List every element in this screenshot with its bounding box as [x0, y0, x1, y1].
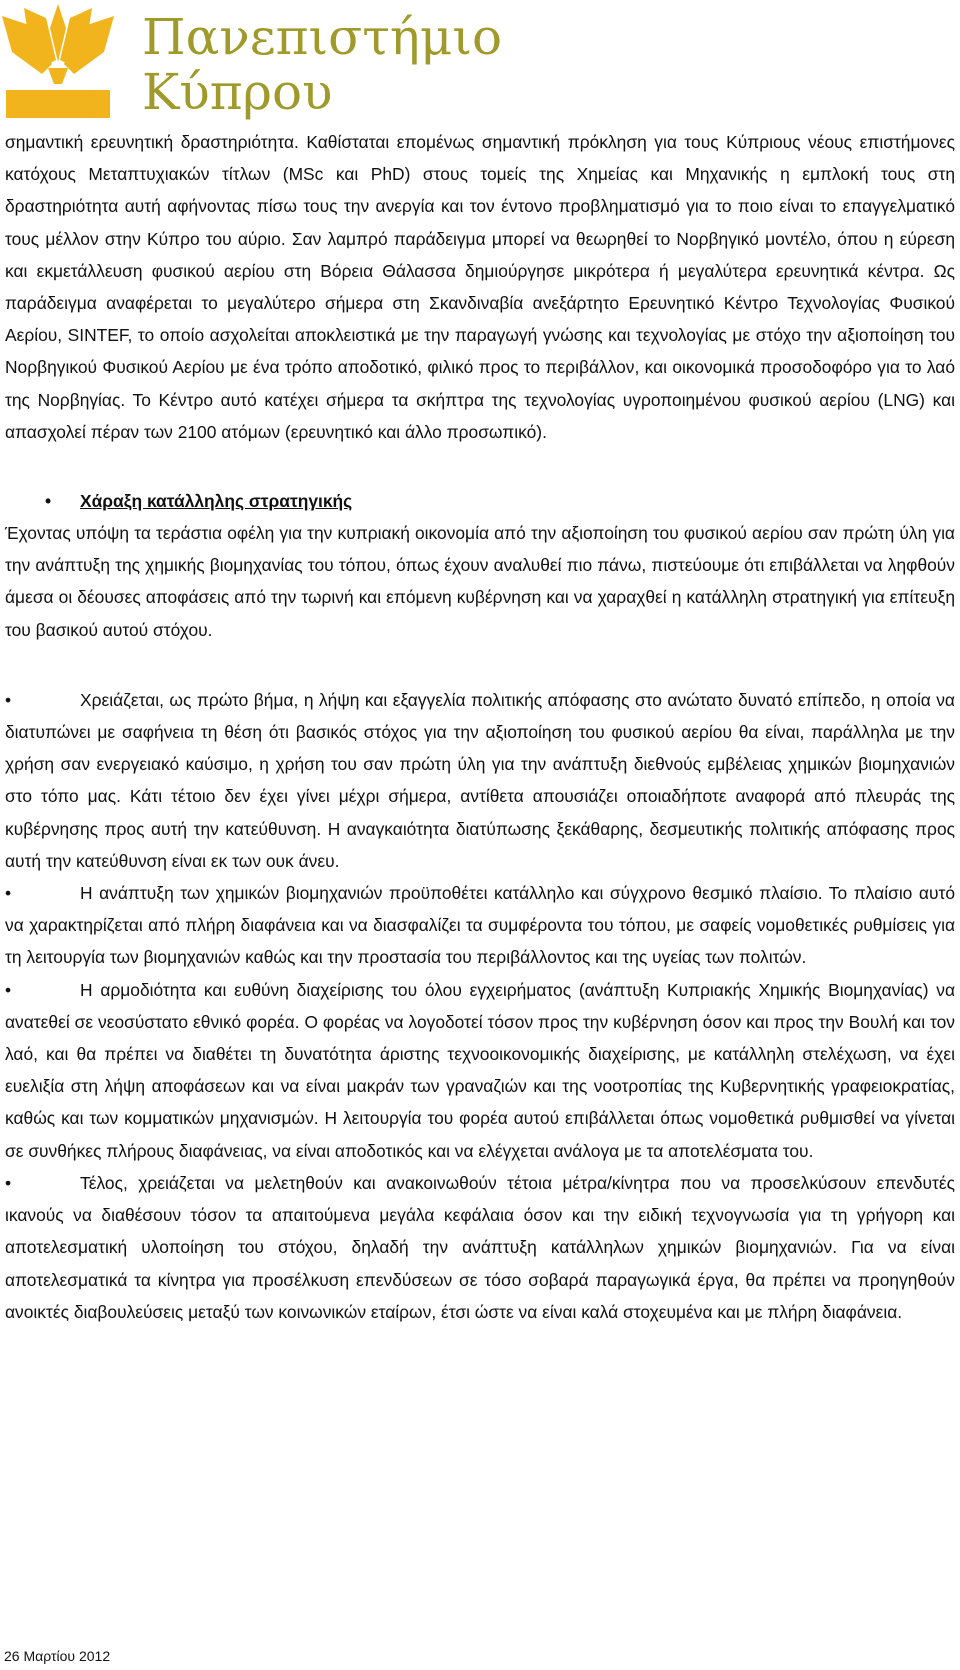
bullet-item	[5, 684, 955, 877]
bullet-item	[5, 877, 955, 974]
header	[2, 4, 522, 126]
bullet-item	[5, 1167, 955, 1328]
bullet-item-text: Χρειάζεται, ως πρώτο βήμα, η λήψη και εξαγγελία πολιτικής απόφασης στο ανώτατο δυνατό επίπεδο, η οποία να διατυπώνει με σαφήνεια τη θέση ότι βασικός στόχος για την αξιοποίηση του φυσικού αερίου θα είναι, παράλληλα με την χρήση σαν ενεργειακό καύσιμο, η χρήση του σαν πρώτη ύλη για την ανάπτυξη διεθνούς εμβέλειας χημικών βιομηχανιών στο τόπο μας. Κάτι τέτοιο δεν έχει γίνει μέχρι σήμερα, αντίθετα απουσιάζει οποιαδήποτε αναφορά από πλευράς της κυβέρνησης προς αυτή την κατεύθυνση. Η αναγκαιότητα διατύπωσης ξεκάθαρης, δεσμευτικής πολιτικής απόφασης προς αυτή την κατεύθυνση είναι εκ των ουκ άνευ.	[5, 689, 955, 871]
bullet-item-text: Τέλος, χρειάζεται να μελετηθούν και ανακοινωθούν τέτοια μέτρα/κίνητρα που να προσελκύσουν επενδυτές ικανούς να διαθέσουν τόσον τα απαιτούμενα μεγάλα κεφάλαια όσον και την ειδική τεχνογνωσία για τη γρήγορη και αποτελεσματική υλοποίηση του στόχου, δηλαδή την ανάπτυξη κατάλληλων χημικών βιομηχανιών. Για να είναι αποτελεσματικά τα κίνητρα για προσέλκυση επενδύσεων σε τόσο σοβαρά παραγωγικά έργα, θα πρέπει να προηγηθούν ανοικτές διαβουλεύσεις μεταξύ των κοινωνικών εταίρων, έτσι ώστε να είναι καλά στοχευμένα και με πλήρη διαφάνεια.	[5, 1172, 955, 1322]
bullet-icon: •	[5, 883, 12, 904]
section-intro-paragraph: Έχοντας υπόψη τα τεράστια οφέλη για την κυπριακή οικονομία από την αξιοποίηση του φυσικού αερίου σαν πρώτη ύλη για την ανάπτυξη της χημικής βιομηχανίας του τόπου, όπως έχουν αναλυθεί πιο πάνω, πιστεύουμε ότι επιβάλλεται να ληφθούν άμεσα οι δέουσες αποφάσεις από την τωρινή και επόμενη κυβέρνηση και να χαραχθεί η κατάλληλη στρατηγική για επίτευξη του βασικού αυτού στόχου.	[5, 523, 955, 640]
bullet-item-text: Η ανάπτυξη των χημικών βιομηχανιών προϋποθέτει κατάλληλο και σύγχρονο θεσμικό πλαίσιο. Το πλαίσιο αυτό να χαρακτηρίζεται από πλήρη διαφάνεια και να διασφαλίζει τα συμφέροντα του τόπου, με σαφείς νομοθετικές ρυθμίσεις για τη λειτουργία των βιομηχανιών καθώς και την προστασία του περιβάλλοντος και της υγείας των πολιτών.	[5, 883, 955, 968]
university-emblem-icon	[2, 4, 114, 122]
intro-paragraph: σημαντική ερευνητική δραστηριότητα. Καθίσταται επομένως σημαντική πρόκληση για τους Κύπριους νέους επιστήμονες κατόχους Μεταπτυχιακών τίτλων (MSc και PhD) στους τομείς της Χημείας και Μηχανικής η εμπλοκή τους στη δραστηριότητα αυτή αφήνοντας πίσω τους την ανεργία και τον έντονο προβληματισμό για το ποιο είναι το επαγγελματικό τους μέλλον στην Κύπρο του αύριο. Σαν λαμπρό παράδειγμα μπορεί να θεωρηθεί το Νορβηγικό μοντέλο, όπου η εύρεση και εκμετάλλευση φυσικού αερίου στη Βόρεια Θάλασσα δημιούργησε μικρότερα ή μεγαλύτερα ερευνητικά κέντρα. Ως παράδειγμα αναφέρεται το μεγαλύτερο σήμερα στη Σκανδιναβία ανεξάρτητο Ερευνητικό Κέντρο Τεχνολογίας Φυσικού Αερίου, SINTEF, το οποίο ασχολείται αποκλειστικά με την παραγωγή γνώσης και τεχνολογίας με στόχο την αξιοποίηση του Νορβηγικού Φυσικού Αερίου με ένα τρόπο αποδοτικό, φιλικό προς το περιβάλλον, και οικονομικά προσοδοφόρο για το λαό της Νορβηγίας. Το Κέντρο αυτό κατέχει σήμερα τα σκήπτρα της τεχνολογίας υγροποιημένου φυσικού αερίου (LNG) και απασχολεί πέραν των 2100 ατόμων (ερευνητικό και άλλο προσωπικό).	[5, 132, 955, 442]
bullet-icon: •	[5, 979, 12, 1000]
university-wordmark	[142, 10, 502, 120]
bullet-icon: •	[45, 491, 52, 512]
wordmark-line-1: Πανεπιστήμιο	[142, 8, 503, 66]
footer-date: 26 Μαρτίου 2012	[4, 1648, 111, 1664]
bullet-icon: •	[5, 1172, 12, 1193]
bullet-item-text: Η αρμοδιότητα και ευθύνη διαχείρισης του όλου εγχειρήματος (ανάπτυξη Κυπριακής Χημικής Βιομηχανίας) να ανατεθεί σε νεοσύστατο εθνικό φορέα. Ο φορέας να λογοδοτεί τόσον προς την κυβέρνηση όσον και προς την Βουλή και τον λαό, και θα πρέπει να διαθέτει τη δυνατότητα άριστης τεχνοοικονομικής διαχείρισης, με κατάλληλη στελέχωση, να έχει ευελιξία στη λήψη αποφάσεων και να είναι μακράν των γραναζιών και της νοοτροπίας της Κυβερνητικής γραφειοκρατίας, καθώς και των κομματικών μηχανισμών. Η λειτουργία του φορέα αυτού επιβάλλεται όπως νομοθετικά ρυθμισθεί να γίνεται σε συνθήκες πλήρους διαφάνειας, να είναι αποδοτικός και να ελέγχεται ανάλογα με τα αποτελέσματα του.	[5, 979, 955, 1161]
bullet-icon: •	[5, 689, 12, 710]
document-body	[5, 126, 955, 1328]
wordmark-line-2: Κύπρου	[142, 63, 333, 121]
section-heading	[5, 485, 955, 517]
bullet-item	[5, 974, 955, 1167]
section-heading-text: Χάραξη κατάλληλης στρατηγικής	[80, 491, 353, 512]
